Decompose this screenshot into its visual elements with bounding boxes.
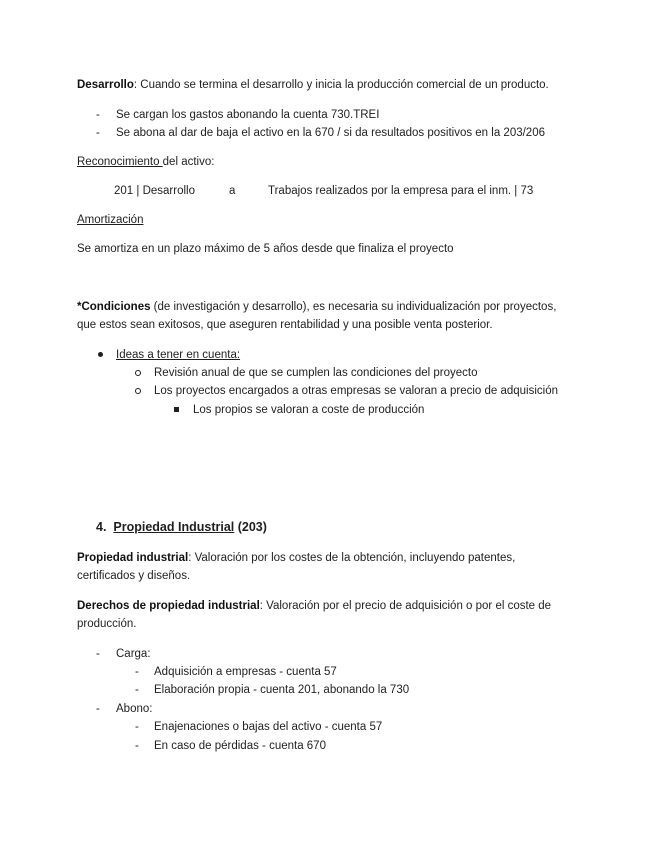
reconocimiento-paragraph	[77, 153, 577, 171]
list-item: Revisión anual de que se cumplen las condiciones del proyecto	[154, 367, 478, 379]
propiedad-industrial-text: : Valoración por los costes de la obtención, incluyendo patentes,	[188, 552, 516, 564]
condiciones-line1	[77, 298, 577, 316]
abono-label: Abono:	[116, 703, 153, 715]
dash-bullet: -	[135, 740, 139, 752]
condiciones-term: *Condiciones	[77, 301, 151, 313]
derechos-line2: producción.	[77, 618, 137, 630]
propiedad-industrial-term: Propiedad industrial	[77, 552, 189, 564]
desarrollo-term: Desarrollo	[77, 79, 134, 91]
desarrollo-paragraph	[77, 76, 577, 94]
journal-entry-credit: Trabajos realizados por la empresa para el inm. | 73	[268, 185, 534, 197]
list-item: Adquisición a empresas - cuenta 57	[154, 666, 337, 678]
amortizacion-heading: Amortización	[77, 214, 144, 226]
section-code: (203)	[234, 520, 267, 534]
journal-entry-debit: 201 | Desarrollo	[114, 185, 195, 197]
section-heading	[96, 518, 267, 536]
carga-label: Carga:	[116, 648, 151, 660]
journal-entry-connector: a	[229, 185, 236, 197]
ideas-label: Ideas a tener en cuenta:	[116, 349, 241, 361]
dash-bullet: -	[135, 721, 139, 733]
propiedad-industrial-line1	[77, 549, 577, 567]
amortizacion-text: Se amortiza en un plazo máximo de 5 años desde que finaliza el proyecto	[77, 243, 454, 255]
list-item: Se cargan los gastos abonando la cuenta 730.TREI	[116, 109, 380, 121]
list-item: Los propios se valoran a coste de producción	[193, 404, 425, 416]
bullet-circle-icon	[135, 388, 141, 394]
reconocimiento-rest: del activo:	[162, 156, 215, 168]
condiciones-text: (de investigación y desarrollo), es necesaria su individualización por proyectos,	[150, 301, 557, 313]
reconocimiento-underlined: Reconocimiento	[77, 156, 163, 168]
dash-bullet: -	[96, 127, 100, 139]
section-title: Propiedad Industrial	[113, 520, 235, 534]
dash-bullet: -	[96, 109, 100, 121]
dash-bullet: -	[135, 666, 139, 678]
bullet-dot-icon	[98, 352, 103, 357]
bullet-circle-icon	[135, 370, 141, 376]
dash-bullet: -	[135, 684, 139, 696]
list-item: Se abona al dar de baja el activo en la 670 / si da resultados positivos en la 203/206	[116, 127, 545, 139]
derechos-text: : Valoración por el precio de adquisición o por el coste de	[259, 600, 552, 612]
condiciones-line2: que estos sean exitosos, que aseguren rentabilidad y una posible venta posterior.	[77, 319, 493, 331]
dash-bullet: -	[96, 703, 100, 715]
derechos-line1	[77, 597, 577, 615]
list-item: Los proyectos encargados a otras empresas se valoran a precio de adquisición	[154, 385, 559, 397]
list-item: Enajenaciones o bajas del activo - cuenta 57	[154, 721, 383, 733]
list-item: Elaboración propia - cuenta 201, abonando la 730	[154, 684, 410, 696]
section-number: 4.	[96, 520, 107, 534]
desarrollo-text: : Cuando se termina el desarrollo y inicia la producción comercial de un producto.	[133, 79, 549, 91]
derechos-term: Derechos de propiedad industrial	[77, 600, 260, 612]
dash-bullet: -	[96, 648, 100, 660]
list-item: En caso de pérdidas - cuenta 670	[154, 740, 326, 752]
propiedad-industrial-line2: certificados y diseños.	[77, 570, 191, 582]
bullet-square-icon	[174, 407, 179, 412]
